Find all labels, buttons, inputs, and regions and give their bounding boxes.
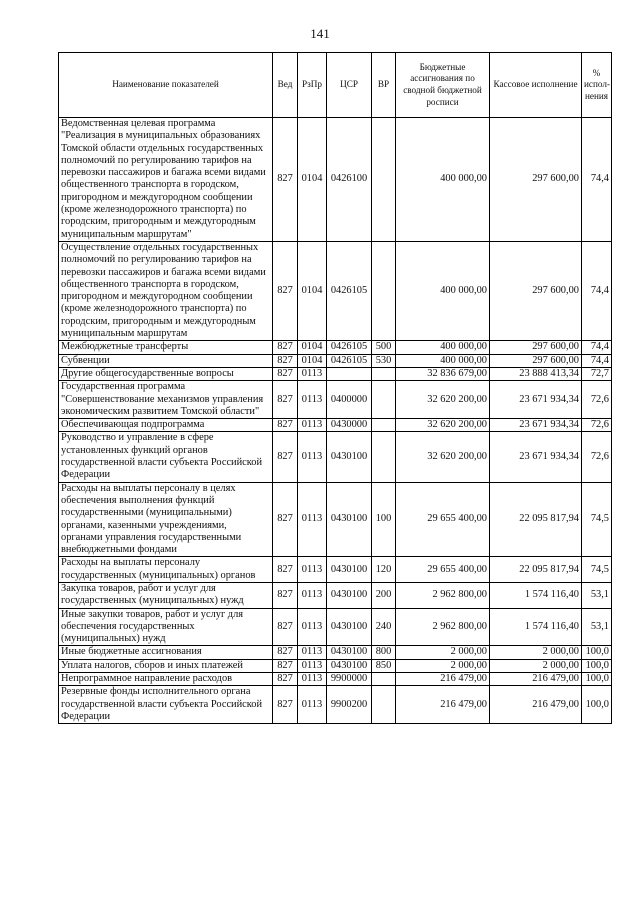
table-row [59, 241, 612, 340]
cell-rzpr: 0104 [298, 354, 327, 367]
cell-ved: 827 [273, 381, 298, 419]
cell-percent: 100,0 [582, 659, 612, 672]
cell-cash: 1 574 116,40 [490, 582, 582, 608]
cell-cash: 2 000,00 [490, 659, 582, 672]
cell-rzpr: 0113 [298, 557, 327, 583]
col-header-rzpr: РзПр [298, 53, 327, 118]
cell-percent: 72,6 [582, 419, 612, 432]
col-header-csr: ЦСР [327, 53, 372, 118]
cell-cash: 23 671 934,34 [490, 432, 582, 482]
cell-rzpr: 0113 [298, 646, 327, 659]
col-header-percent: % испол- нения [582, 53, 612, 118]
cell-vr: 200 [372, 582, 396, 608]
col-header-budget: Бюджетные ассигнования по сводной бюджетной росписи [396, 53, 490, 118]
cell-budget: 216 479,00 [396, 686, 490, 724]
table-row [59, 419, 612, 432]
cell-vr: 850 [372, 659, 396, 672]
cell-ved: 827 [273, 367, 298, 380]
cell-percent: 53,1 [582, 608, 612, 646]
cell-vr [372, 367, 396, 380]
cell-ved: 827 [273, 341, 298, 354]
cell-name: Субвенции [59, 354, 273, 367]
cell-name: Межбюджетные трансферты [59, 341, 273, 354]
cell-percent: 74,5 [582, 557, 612, 583]
cell-percent: 74,5 [582, 482, 612, 557]
cell-cash: 216 479,00 [490, 686, 582, 724]
table-row [59, 608, 612, 646]
table-row [59, 646, 612, 659]
cell-name: Непрограммное направление расходов [59, 673, 273, 686]
cell-budget: 400 000,00 [396, 341, 490, 354]
cell-ved: 827 [273, 432, 298, 482]
cell-name: Руководство и управление в сфере установленных функций органов государственной власти субъекта Российской Федерации [59, 432, 273, 482]
cell-rzpr: 0113 [298, 419, 327, 432]
cell-ved: 827 [273, 659, 298, 672]
cell-cash: 23 671 934,34 [490, 381, 582, 419]
cell-name: Обеспечивающая подпрограмма [59, 419, 273, 432]
table-row [59, 381, 612, 419]
cell-budget: 2 962 800,00 [396, 608, 490, 646]
cell-budget: 29 655 400,00 [396, 482, 490, 557]
table-header-row [59, 53, 612, 118]
cell-ved: 827 [273, 673, 298, 686]
cell-cash: 22 095 817,94 [490, 482, 582, 557]
cell-ved: 827 [273, 557, 298, 583]
cell-budget: 400 000,00 [396, 354, 490, 367]
cell-csr: 0426105 [327, 341, 372, 354]
cell-budget: 216 479,00 [396, 673, 490, 686]
cell-csr: 0430100 [327, 557, 372, 583]
cell-percent: 100,0 [582, 673, 612, 686]
cell-percent: 74,4 [582, 241, 612, 340]
cell-rzpr: 0113 [298, 381, 327, 419]
cell-percent: 53,1 [582, 582, 612, 608]
cell-budget: 32 620 200,00 [396, 381, 490, 419]
cell-vr [372, 673, 396, 686]
table-row [59, 367, 612, 380]
cell-rzpr: 0104 [298, 118, 327, 242]
cell-percent: 74,4 [582, 354, 612, 367]
cell-name: Уплата налогов, сборов и иных платежей [59, 659, 273, 672]
table-row [59, 341, 612, 354]
cell-rzpr: 0113 [298, 686, 327, 724]
col-header-cash: Кассовое исполнение [490, 53, 582, 118]
cell-budget: 400 000,00 [396, 241, 490, 340]
cell-name: Расходы на выплаты персоналу государственных (муниципальных) органов [59, 557, 273, 583]
cell-cash: 1 574 116,40 [490, 608, 582, 646]
cell-csr: 0430000 [327, 419, 372, 432]
cell-budget: 400 000,00 [396, 118, 490, 242]
cell-budget: 32 836 679,00 [396, 367, 490, 380]
cell-csr: 9900200 [327, 686, 372, 724]
cell-csr: 9900000 [327, 673, 372, 686]
cell-cash: 297 600,00 [490, 354, 582, 367]
cell-rzpr: 0104 [298, 241, 327, 340]
cell-vr: 240 [372, 608, 396, 646]
cell-rzpr: 0113 [298, 673, 327, 686]
cell-budget: 2 000,00 [396, 646, 490, 659]
cell-csr: 0426105 [327, 241, 372, 340]
cell-name: Иные бюджетные ассигнования [59, 646, 273, 659]
cell-percent: 74,4 [582, 341, 612, 354]
cell-name: Ведомственная целевая программа "Реализация в муниципальных образованиях Томской области отдельных государственных полномочий по регулированию тарифов на перевозки пассажиров и багажа всеми видами общественного транспорта в городском, пригородном и междугородном сообщении (кроме железнодорожного транспорта) по городским, пригородным и междугородным муниципальным маршрутам" [59, 118, 273, 242]
cell-vr [372, 241, 396, 340]
cell-budget: 32 620 200,00 [396, 419, 490, 432]
cell-vr [372, 686, 396, 724]
table-row [59, 482, 612, 557]
cell-cash: 23 888 413,34 [490, 367, 582, 380]
cell-cash: 2 000,00 [490, 646, 582, 659]
cell-rzpr: 0113 [298, 367, 327, 380]
cell-ved: 827 [273, 118, 298, 242]
table-row [59, 686, 612, 724]
cell-name: Другие общегосударственные вопросы [59, 367, 273, 380]
cell-budget: 32 620 200,00 [396, 432, 490, 482]
table-row [59, 659, 612, 672]
cell-rzpr: 0113 [298, 432, 327, 482]
col-header-name: Наименование показателей [59, 53, 273, 118]
cell-csr: 0430100 [327, 582, 372, 608]
cell-name: Осуществление отдельных государственных полномочий по регулированию тарифов на перевозки пассажиров и багажа всеми видами общественного транспорта в городском, пригородном и междугородном сообщении (кроме железнодорожного транспорта) по городским, пригородным и междугородным муниципальным маршрутам [59, 241, 273, 340]
cell-percent: 100,0 [582, 686, 612, 724]
cell-vr [372, 419, 396, 432]
cell-percent: 72,7 [582, 367, 612, 380]
cell-ved: 827 [273, 482, 298, 557]
cell-rzpr: 0113 [298, 659, 327, 672]
table-row [59, 673, 612, 686]
cell-ved: 827 [273, 419, 298, 432]
cell-vr [372, 432, 396, 482]
cell-rzpr: 0104 [298, 341, 327, 354]
cell-vr: 800 [372, 646, 396, 659]
col-header-ved: Вед [273, 53, 298, 118]
table-row [59, 582, 612, 608]
cell-rzpr: 0113 [298, 608, 327, 646]
cell-percent: 74,4 [582, 118, 612, 242]
table-row [59, 118, 612, 242]
cell-vr: 530 [372, 354, 396, 367]
cell-csr: 0430100 [327, 608, 372, 646]
table-row [59, 354, 612, 367]
cell-cash: 23 671 934,34 [490, 419, 582, 432]
cell-percent: 100,0 [582, 646, 612, 659]
cell-cash: 297 600,00 [490, 341, 582, 354]
cell-name: Расходы на выплаты персоналу в целях обеспечения выполнения функций государственными (муниципальными) органами, казенными учреждениями, органами управления государственными внебюджетными фондами [59, 482, 273, 557]
cell-name: Резервные фонды исполнительного органа государственной власти субъекта Российской Федерации [59, 686, 273, 724]
cell-name: Иные закупки товаров, работ и услуг для обеспечения государственных (муниципальных) нужд [59, 608, 273, 646]
cell-cash: 297 600,00 [490, 241, 582, 340]
budget-table [58, 52, 612, 724]
cell-ved: 827 [273, 241, 298, 340]
cell-name: Государственная программа "Совершенствование механизмов управления экономическим развитием Томской области" [59, 381, 273, 419]
cell-rzpr: 0113 [298, 582, 327, 608]
cell-csr: 0430100 [327, 432, 372, 482]
cell-ved: 827 [273, 646, 298, 659]
table-body [59, 118, 612, 724]
cell-vr [372, 118, 396, 242]
cell-budget: 2 000,00 [396, 659, 490, 672]
cell-ved: 827 [273, 582, 298, 608]
cell-ved: 827 [273, 354, 298, 367]
cell-csr: 0426100 [327, 118, 372, 242]
cell-cash: 297 600,00 [490, 118, 582, 242]
table-row [59, 432, 612, 482]
col-header-vr: ВР [372, 53, 396, 118]
cell-budget: 29 655 400,00 [396, 557, 490, 583]
cell-budget: 2 962 800,00 [396, 582, 490, 608]
cell-ved: 827 [273, 608, 298, 646]
cell-cash: 22 095 817,94 [490, 557, 582, 583]
page-number: 141 [310, 26, 330, 41]
cell-percent: 72,6 [582, 432, 612, 482]
cell-csr: 0430100 [327, 646, 372, 659]
cell-cash: 216 479,00 [490, 673, 582, 686]
cell-csr: 0426105 [327, 354, 372, 367]
cell-name: Закупка товаров, работ и услуг для государственных (муниципальных) нужд [59, 582, 273, 608]
cell-vr: 500 [372, 341, 396, 354]
cell-csr: 0430100 [327, 659, 372, 672]
cell-rzpr: 0113 [298, 482, 327, 557]
cell-vr: 100 [372, 482, 396, 557]
cell-percent: 72,6 [582, 381, 612, 419]
cell-csr: 0430100 [327, 482, 372, 557]
cell-csr: 0400000 [327, 381, 372, 419]
cell-csr [327, 367, 372, 380]
cell-ved: 827 [273, 686, 298, 724]
table-row [59, 557, 612, 583]
cell-vr: 120 [372, 557, 396, 583]
cell-vr [372, 381, 396, 419]
